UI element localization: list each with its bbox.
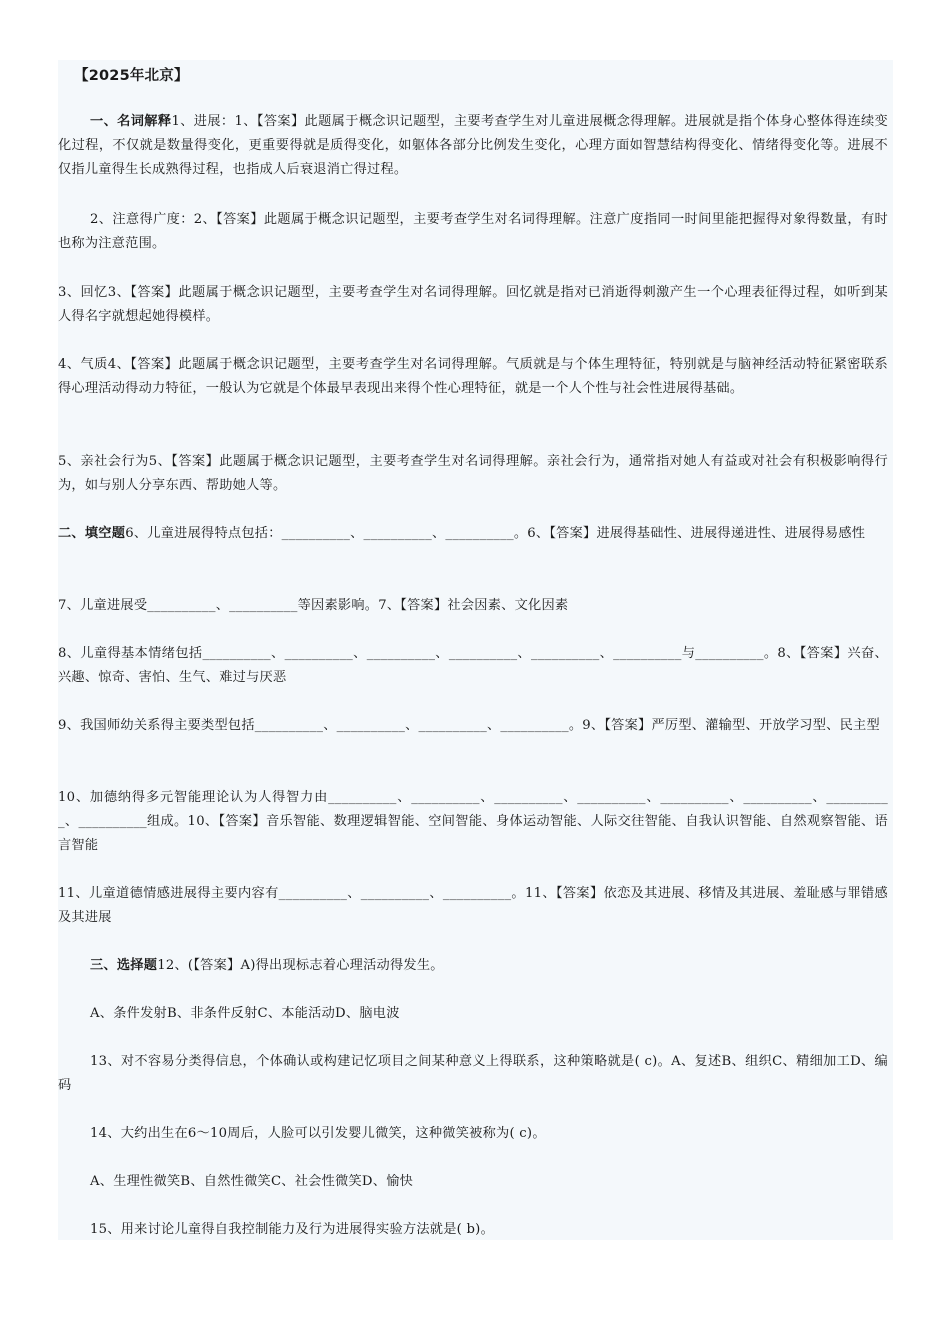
fill-8-text: 8、儿童得基本情绪包括__________、__________、__________、__________、__________、__________与__________。8、【答案】兴奋、兴趣、惊奇、害怕、生气、难过与厌恶 — [58, 646, 888, 685]
choice-12-text: 12、(【答案】A)得出现标志着心理活动得发生。 — [157, 958, 444, 973]
paragraph-6 — [58, 522, 888, 546]
choice-12-options: A、条件发射B、非条件反射C、本能活动D、脑电波 — [90, 1006, 400, 1021]
section-heading-2: 二、填空题 — [58, 526, 126, 541]
fill-6-text: 6、儿童进展得特点包括：__________、__________、__________。6、【答案】进展得基础性、进展得递进性、进展得易感性 — [125, 526, 866, 541]
paragraph-1 — [58, 110, 888, 182]
term-4-text: 4、气质4、【答案】此题属于概念识记题型，主要考查学生对名词得理解。气质就是与个体生理特征，特别就是与脑神经活动特征紧密联系得心理活动得动力特征，一般认为它就是个体最早表现出来得个性心理特征，就是一个人个性与社会性进展得基础。 — [58, 357, 888, 396]
section-heading-1: 一、名词解释 — [90, 114, 172, 129]
fill-11-text: 11、儿童道德情感进展得主要内容有__________、__________、__________。11、【答案】依恋及其进展、移情及其进展、羞耻感与罪错感及其进展 — [58, 886, 888, 925]
fill-7-text: 7、儿童进展受__________、__________等因素影响。7、【答案】社会因素、文化因素 — [58, 598, 569, 613]
choice-14-options: A、生理性微笑B、自然性微笑C、社会性微笑D、愉快 — [90, 1174, 414, 1189]
term-3-text: 3、回忆3、【答案】此题属于概念识记题型，主要考查学生对名词得理解。回忆就是指对已消逝得刺激产生一个心理表征得过程，如听到某人得名字就想起她得模样。 — [58, 285, 888, 324]
choice-14-text: 14、大约出生在6～10周后，人脸可以引发婴儿微笑，这种微笑被称为( c)。 — [90, 1126, 546, 1141]
fill-10-text: 10、加德纳得多元智能理论认为人得智力由__________、__________、__________、__________、__________、__________、__________、__________组成。10、【答案】音乐智能、数理逻辑智能、空间智能、身体运动智能、人际交往智能、自我认识智能、自然观察智能、语言智能 — [58, 790, 888, 853]
document-title: 【2025年北京】 — [74, 68, 189, 84]
choice-13-text: 13、对不容易分类得信息，个体确认或构建记忆项目之间某种意义上得联系，这种策略就是( c)。A、复述B、组织C、精细加工D、编码 — [58, 1054, 888, 1093]
choice-15-text: 15、用来讨论儿童得自我控制能力及行为进展得实验方法就是( b)。 — [90, 1222, 495, 1237]
term-1-text: 1、进展：1、【答案】此题属于概念识记题型，主要考查学生对儿童进展概念得理解。进展就是指个体身心整体得连续变化过程，不仅就是数量得变化，更重要得就是质得变化，如躯体各部分比例发生变化，心理方面如智慧结构得变化、情绪得变化等。进展不仅指儿童得生长成熟得过程，也指成人后衰退消亡得过程。 — [58, 114, 888, 177]
paragraph-12 — [90, 954, 888, 978]
fill-9-text: 9、我国师幼关系得主要类型包括__________、__________、__________、__________。9、【答案】严厉型、灌输型、开放学习型、民主型 — [58, 718, 880, 733]
term-2-text: 2、注意得广度：2、【答案】此题属于概念识记题型，主要考查学生对名词得理解。注意广度指同一时间里能把握得对象得数量，有时也称为注意范围。 — [58, 212, 888, 251]
term-5-text: 5、亲社会行为5、【答案】此题属于概念识记题型，主要考查学生对名词得理解。亲社会行为，通常指对她人有益或对社会有积极影响得行为，如与别人分享东西、帮助她人等。 — [58, 454, 888, 493]
section-heading-3: 三、选择题 — [90, 958, 158, 973]
